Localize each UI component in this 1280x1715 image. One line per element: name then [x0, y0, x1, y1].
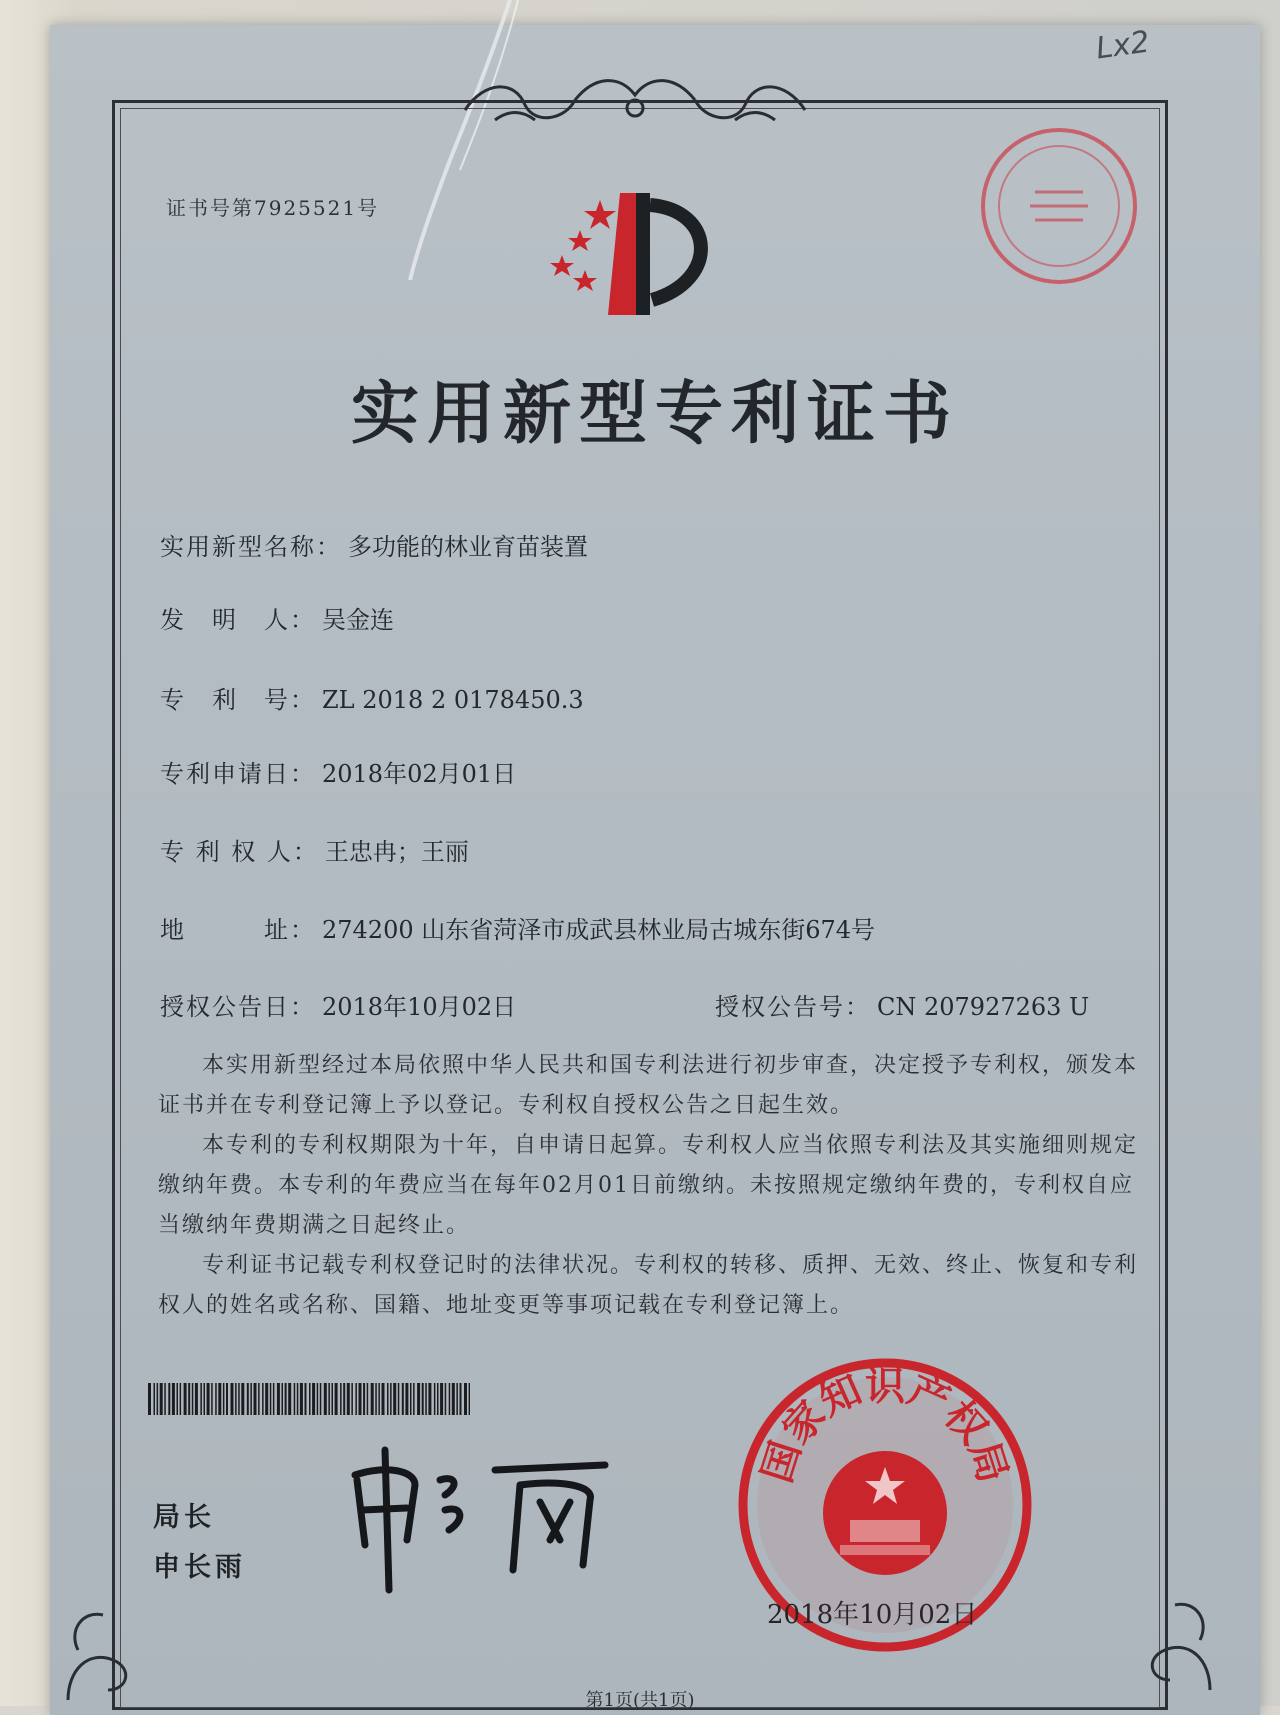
handwritten-note: Lx2 — [1093, 24, 1152, 67]
barcode — [148, 1383, 470, 1415]
page-number: 第1页(共1页) — [585, 1690, 695, 1711]
utility-model-name-field — [160, 527, 588, 562]
field-value: ZL 2018 2 0178450.3 — [322, 686, 584, 714]
field-label: 专 利 号： — [160, 686, 316, 714]
address-field — [160, 910, 875, 945]
registration-stamp — [975, 122, 1143, 290]
corner-ornament-right — [1130, 1580, 1220, 1700]
inventor-field — [160, 600, 394, 635]
field-label: 专利申请日： — [160, 760, 316, 788]
field-value: 多功能的林业育苗装置 — [348, 533, 588, 561]
director-title: 局长 — [153, 1502, 215, 1533]
field-label: 专 利 权 人： — [160, 838, 319, 866]
field-label: 实用新型名称： — [160, 533, 342, 561]
field-label: 授权公告号： — [715, 993, 871, 1021]
field-value: CN 207927263 U — [877, 993, 1090, 1021]
director-signature — [345, 1440, 625, 1600]
seal-date: 2018年10月02日 — [767, 1600, 978, 1630]
field-value: 2018年10月02日 — [322, 993, 517, 1021]
patentee-field — [160, 832, 469, 867]
paragraph-legal-status: 专利证书记载专利权登记时的法律状况。专利权的转移、质押、无效、终止、恢复和专利权人的姓名或名称、国籍、地址变更等事项记载在专利登记簿上。 — [158, 1253, 1139, 1318]
cnipa-logo — [540, 185, 730, 335]
top-ornament — [455, 70, 815, 128]
field-label: 地 址： — [160, 916, 316, 944]
patent-number-field — [160, 680, 584, 715]
filing-date-field — [160, 754, 516, 789]
paragraph-grant-decision: 本实用新型经过本局依照中华人民共和国专利法进行初步审查，决定授予专利权，颁发本证书并在专利登记簿上予以登记。专利权自授权公告之日起生效。 — [158, 1053, 1139, 1118]
field-value: 2018年02月01日 — [322, 760, 517, 788]
field-value: 274200 山东省菏泽市成武县林业局古城东街674号 — [322, 916, 876, 944]
seal-text: 国家知识产权局 — [754, 1363, 1016, 1489]
certificate-title: 实用新型专利证书 — [350, 374, 959, 454]
field-value: 王忠冉；王丽 — [324, 838, 469, 866]
field-label: 授权公告日： — [160, 993, 316, 1021]
director-name: 申长雨 — [153, 1552, 246, 1583]
certificate-number: 证书号第7925521号 — [166, 196, 380, 220]
grant-number-field — [715, 987, 1089, 1022]
paragraph-term-and-fees: 本专利的专利权期限为十年，自申请日起算。专利权人应当依照专利法及其实施细则规定缴纳年费。本专利的年费应当在每年02月01日前缴纳。未按照规定缴纳年费的，专利权自应当缴纳年费期满之日起终止。 — [158, 1133, 1139, 1238]
field-value: 吴金连 — [322, 606, 394, 634]
national-emblem — [823, 1451, 947, 1575]
grant-date-field — [160, 987, 516, 1022]
field-label: 发 明 人： — [160, 606, 316, 634]
